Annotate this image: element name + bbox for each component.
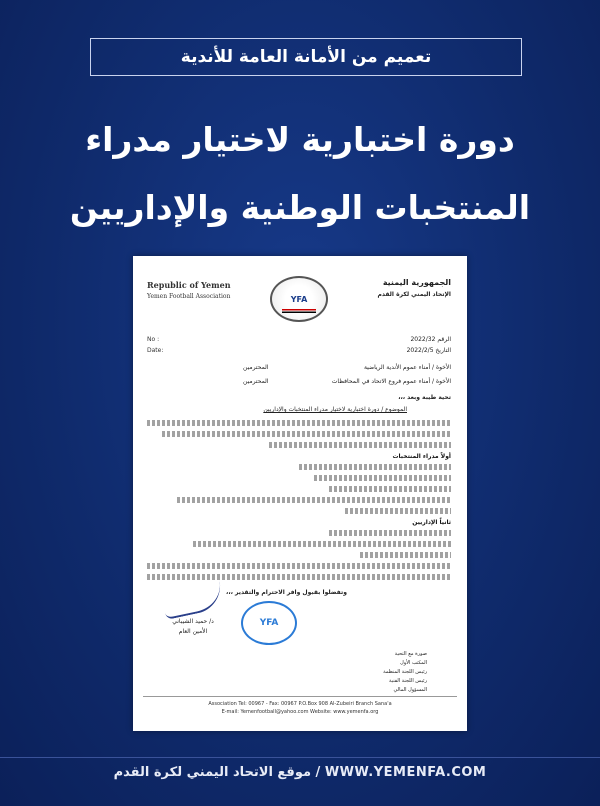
banner-text: تعميم من الأمانة العامة للأندية [180, 47, 432, 67]
headline-line-1: دورة اختبارية لاختيار مدراء [85, 120, 515, 159]
recipient-note-2: المحترمين [243, 378, 269, 385]
cc-item: رئيس اللجنة المنظمة [383, 669, 427, 675]
letter-body [147, 420, 451, 585]
section-2-heading: ثانياً الإداريين [412, 519, 451, 526]
cc-item: المكتب الأول [400, 660, 427, 666]
association-label: Yemen Football Association [147, 293, 231, 300]
reference-fields-ar [407, 336, 451, 358]
logo-text: YFA [290, 294, 308, 304]
reference-fields-en [147, 336, 163, 358]
cc-item: رئيس اللجنة الفنية [389, 678, 427, 684]
official-stamp-icon [241, 601, 297, 645]
cc-item: المسؤول المالي [393, 687, 427, 693]
cc-item: صورة مع التحية [394, 651, 427, 657]
website-footer [0, 757, 600, 786]
number-field: No : [147, 336, 160, 343]
recipient-note-1: المحترمين [243, 364, 269, 371]
signature-icon [161, 580, 226, 620]
flag-stripe-icon [282, 309, 316, 313]
recipient-line-2: الأخوة / أمناء عموم فروع الاتحاد في المحافظات [331, 378, 451, 385]
republic-label: Republic of Yemen [147, 280, 231, 290]
letter-footer [143, 696, 457, 715]
headline-line-2: المنتخبات الوطنية والإداريين [69, 188, 531, 227]
subject-line: الموضوع / دورة اختبارية لاختيار مدراء المنتخبات والإداريين [263, 406, 407, 413]
date-field: Date: [147, 347, 164, 354]
signatory-name: د/ حميد الشيباني [172, 618, 214, 625]
footer-email: E-mail: Yemenfootball@yahoo.com Website: www.yemenfa.org [221, 709, 379, 715]
recipient-line-1: الأخوة / أمناء عموم الأندية الرياضية [363, 364, 451, 371]
closing-line: وتفضلوا بقبول وافر الاحترام والتقدير ،،، [226, 589, 347, 596]
footer-address: Association Tel: 00967 - Fax: 00967 P.O.Box 908 Al-Zubeiri Branch Sana'a [208, 701, 392, 707]
circular-banner [90, 38, 522, 76]
signatory-title: الأمين العام [178, 628, 208, 635]
website-footer-text: موقع الاتحاد اليمني لكرة القدم / WWW.YEMENFA.COM [113, 764, 487, 780]
republic-label-ar: الجمهورية اليمنية [382, 278, 451, 287]
reference-number: الرقم 2022/32 [410, 336, 451, 343]
stamp-text: YFA [259, 618, 279, 628]
reference-date: التاريخ 2022/2/5 [406, 347, 451, 354]
signature-block [163, 586, 223, 635]
yfa-logo [270, 276, 328, 322]
cc-list [383, 651, 427, 696]
official-letter-document [133, 256, 467, 731]
letterhead-english [147, 280, 231, 300]
letterhead-arabic [377, 278, 451, 298]
association-label-ar: الإتحاد اليمني لكرة القدم [377, 291, 451, 298]
section-1-heading: أولاً مدراء المنتخبات [392, 453, 451, 460]
greeting: تحية طيبة وبعد ،،، [398, 394, 451, 401]
